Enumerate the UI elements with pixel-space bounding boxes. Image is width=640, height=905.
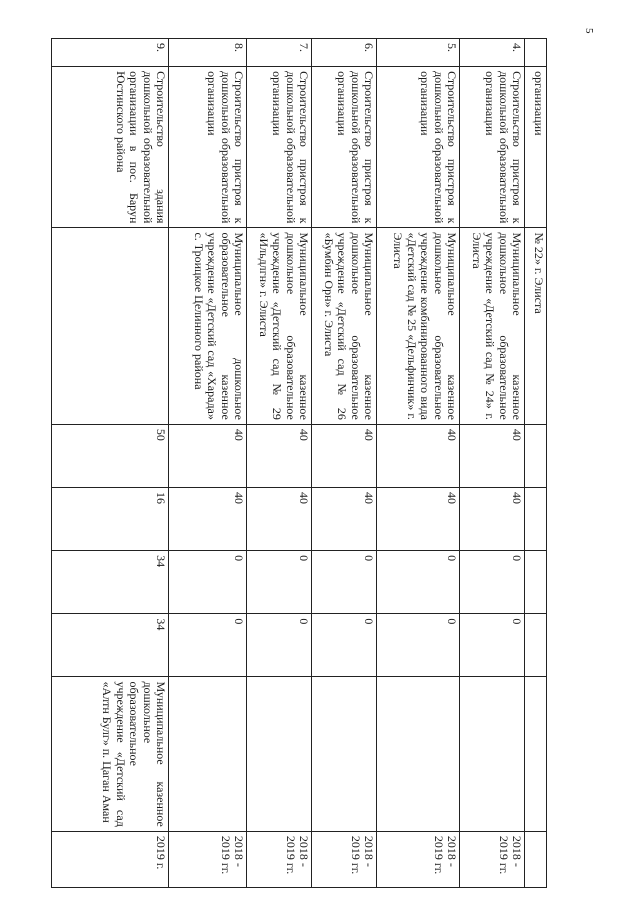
cell-c4: 0 <box>247 614 312 677</box>
cell-customer <box>52 228 169 424</box>
cell-c3: 0 <box>460 551 525 614</box>
cell-no: 8. <box>169 39 247 67</box>
table-row <box>312 39 377 888</box>
cell-customer: Муниципальное казенное дошкольное образовательное учреждение «Детский сад № 26 «Бумбин Орн» г. Элиста <box>312 228 377 424</box>
cell-c2: 40 <box>460 488 525 551</box>
cell-no: 7. <box>247 39 312 67</box>
cell-c1: 40 <box>377 424 460 487</box>
rotated-table-container <box>52 38 547 888</box>
cell-recipient <box>312 677 377 831</box>
cell-object: Строительство пристроя к дошкольной образовательной организации <box>377 67 460 228</box>
cell-c3: 0 <box>169 551 247 614</box>
cell-period: 2018 - 2019 гг. <box>169 831 247 887</box>
cell-c2: 40 <box>377 488 460 551</box>
cell-period: 2018 - 2019 гг. <box>377 831 460 887</box>
cell-customer: Муниципальное казенное дошкольное образовательное учреждение «Детский сад № 24» г. Элиста <box>460 228 525 424</box>
cell-period: 2018 - 2019 гг. <box>247 831 312 887</box>
cell-recipient <box>247 677 312 831</box>
cell-c4: 34 <box>52 614 169 677</box>
cell-c2: 40 <box>169 488 247 551</box>
cell-no <box>525 39 547 67</box>
cell-c4: 0 <box>460 614 525 677</box>
cell-recipient <box>460 677 525 831</box>
cell-c1: 40 <box>312 424 377 487</box>
cell-c1: 50 <box>52 424 169 487</box>
cell-recipient <box>377 677 460 831</box>
cell-c4: 0 <box>312 614 377 677</box>
cell-object: Строительство пристроя к дошкольной образовательной организации <box>247 67 312 228</box>
cell-c2 <box>525 488 547 551</box>
cell-no: 6. <box>312 39 377 67</box>
table-row <box>460 39 525 888</box>
cell-object: Строительство здания дошкольной образовательной организации в пос. Барун Юстинского района <box>52 67 169 228</box>
cell-period: 2018 - 2019 гг. <box>460 831 525 887</box>
cell-object: организации <box>525 67 547 228</box>
cell-period: 2019 г. <box>52 831 169 887</box>
table-row <box>525 39 547 888</box>
cell-period: 2018 - 2019 гг. <box>312 831 377 887</box>
cell-c2: 16 <box>52 488 169 551</box>
table-row <box>247 39 312 888</box>
cell-no: 5. <box>377 39 460 67</box>
table-body <box>52 39 547 888</box>
cell-object: Строительство пристроя к дошкольной образовательной организации <box>312 67 377 228</box>
cell-c3: 34 <box>52 551 169 614</box>
cell-c1: 40 <box>169 424 247 487</box>
cell-c3: 0 <box>377 551 460 614</box>
cell-c2: 40 <box>247 488 312 551</box>
page-number: 5 <box>583 28 595 34</box>
projects-table <box>51 38 547 888</box>
cell-recipient <box>169 677 247 831</box>
cell-c1: 40 <box>247 424 312 487</box>
cell-object: Строительство пристроя к дошкольной образовательной организации <box>460 67 525 228</box>
cell-c1: 40 <box>460 424 525 487</box>
table-row <box>169 39 247 888</box>
cell-customer: Муниципальное казенное дошкольное образовательное учреждение «Детский сад № 29 «Ильдлгн» г. Элиста <box>247 228 312 424</box>
cell-c1 <box>525 424 547 487</box>
cell-c4: 0 <box>377 614 460 677</box>
cell-customer: № 22» г. Элиста <box>525 228 547 424</box>
cell-c3 <box>525 551 547 614</box>
cell-period <box>525 831 547 887</box>
cell-object: Строительство пристроя к дошкольной образовательной организации <box>169 67 247 228</box>
table-row <box>52 39 169 888</box>
cell-customer: Муниципальное казенное дошкольное образовательное учреждение комбинированного вида «Детский сад № 25 «Дельфинчик» г. Элиста <box>377 228 460 424</box>
cell-no: 9. <box>52 39 169 67</box>
cell-c2: 40 <box>312 488 377 551</box>
cell-recipient <box>525 677 547 831</box>
cell-c4 <box>525 614 547 677</box>
cell-c4: 0 <box>169 614 247 677</box>
cell-recipient: Муниципальное казенное дошкольное образовательное учреждение «Детский сад «Алтн Булг» п. Цаган Аман <box>52 677 169 831</box>
cell-c3: 0 <box>247 551 312 614</box>
table-row <box>377 39 460 888</box>
cell-customer: Муниципальное дошкольное образовательное казенное учреждение «Детский сад «Харада» с. Троицкое Целинного района <box>169 228 247 424</box>
cell-no: 4. <box>460 39 525 67</box>
cell-c3: 0 <box>312 551 377 614</box>
